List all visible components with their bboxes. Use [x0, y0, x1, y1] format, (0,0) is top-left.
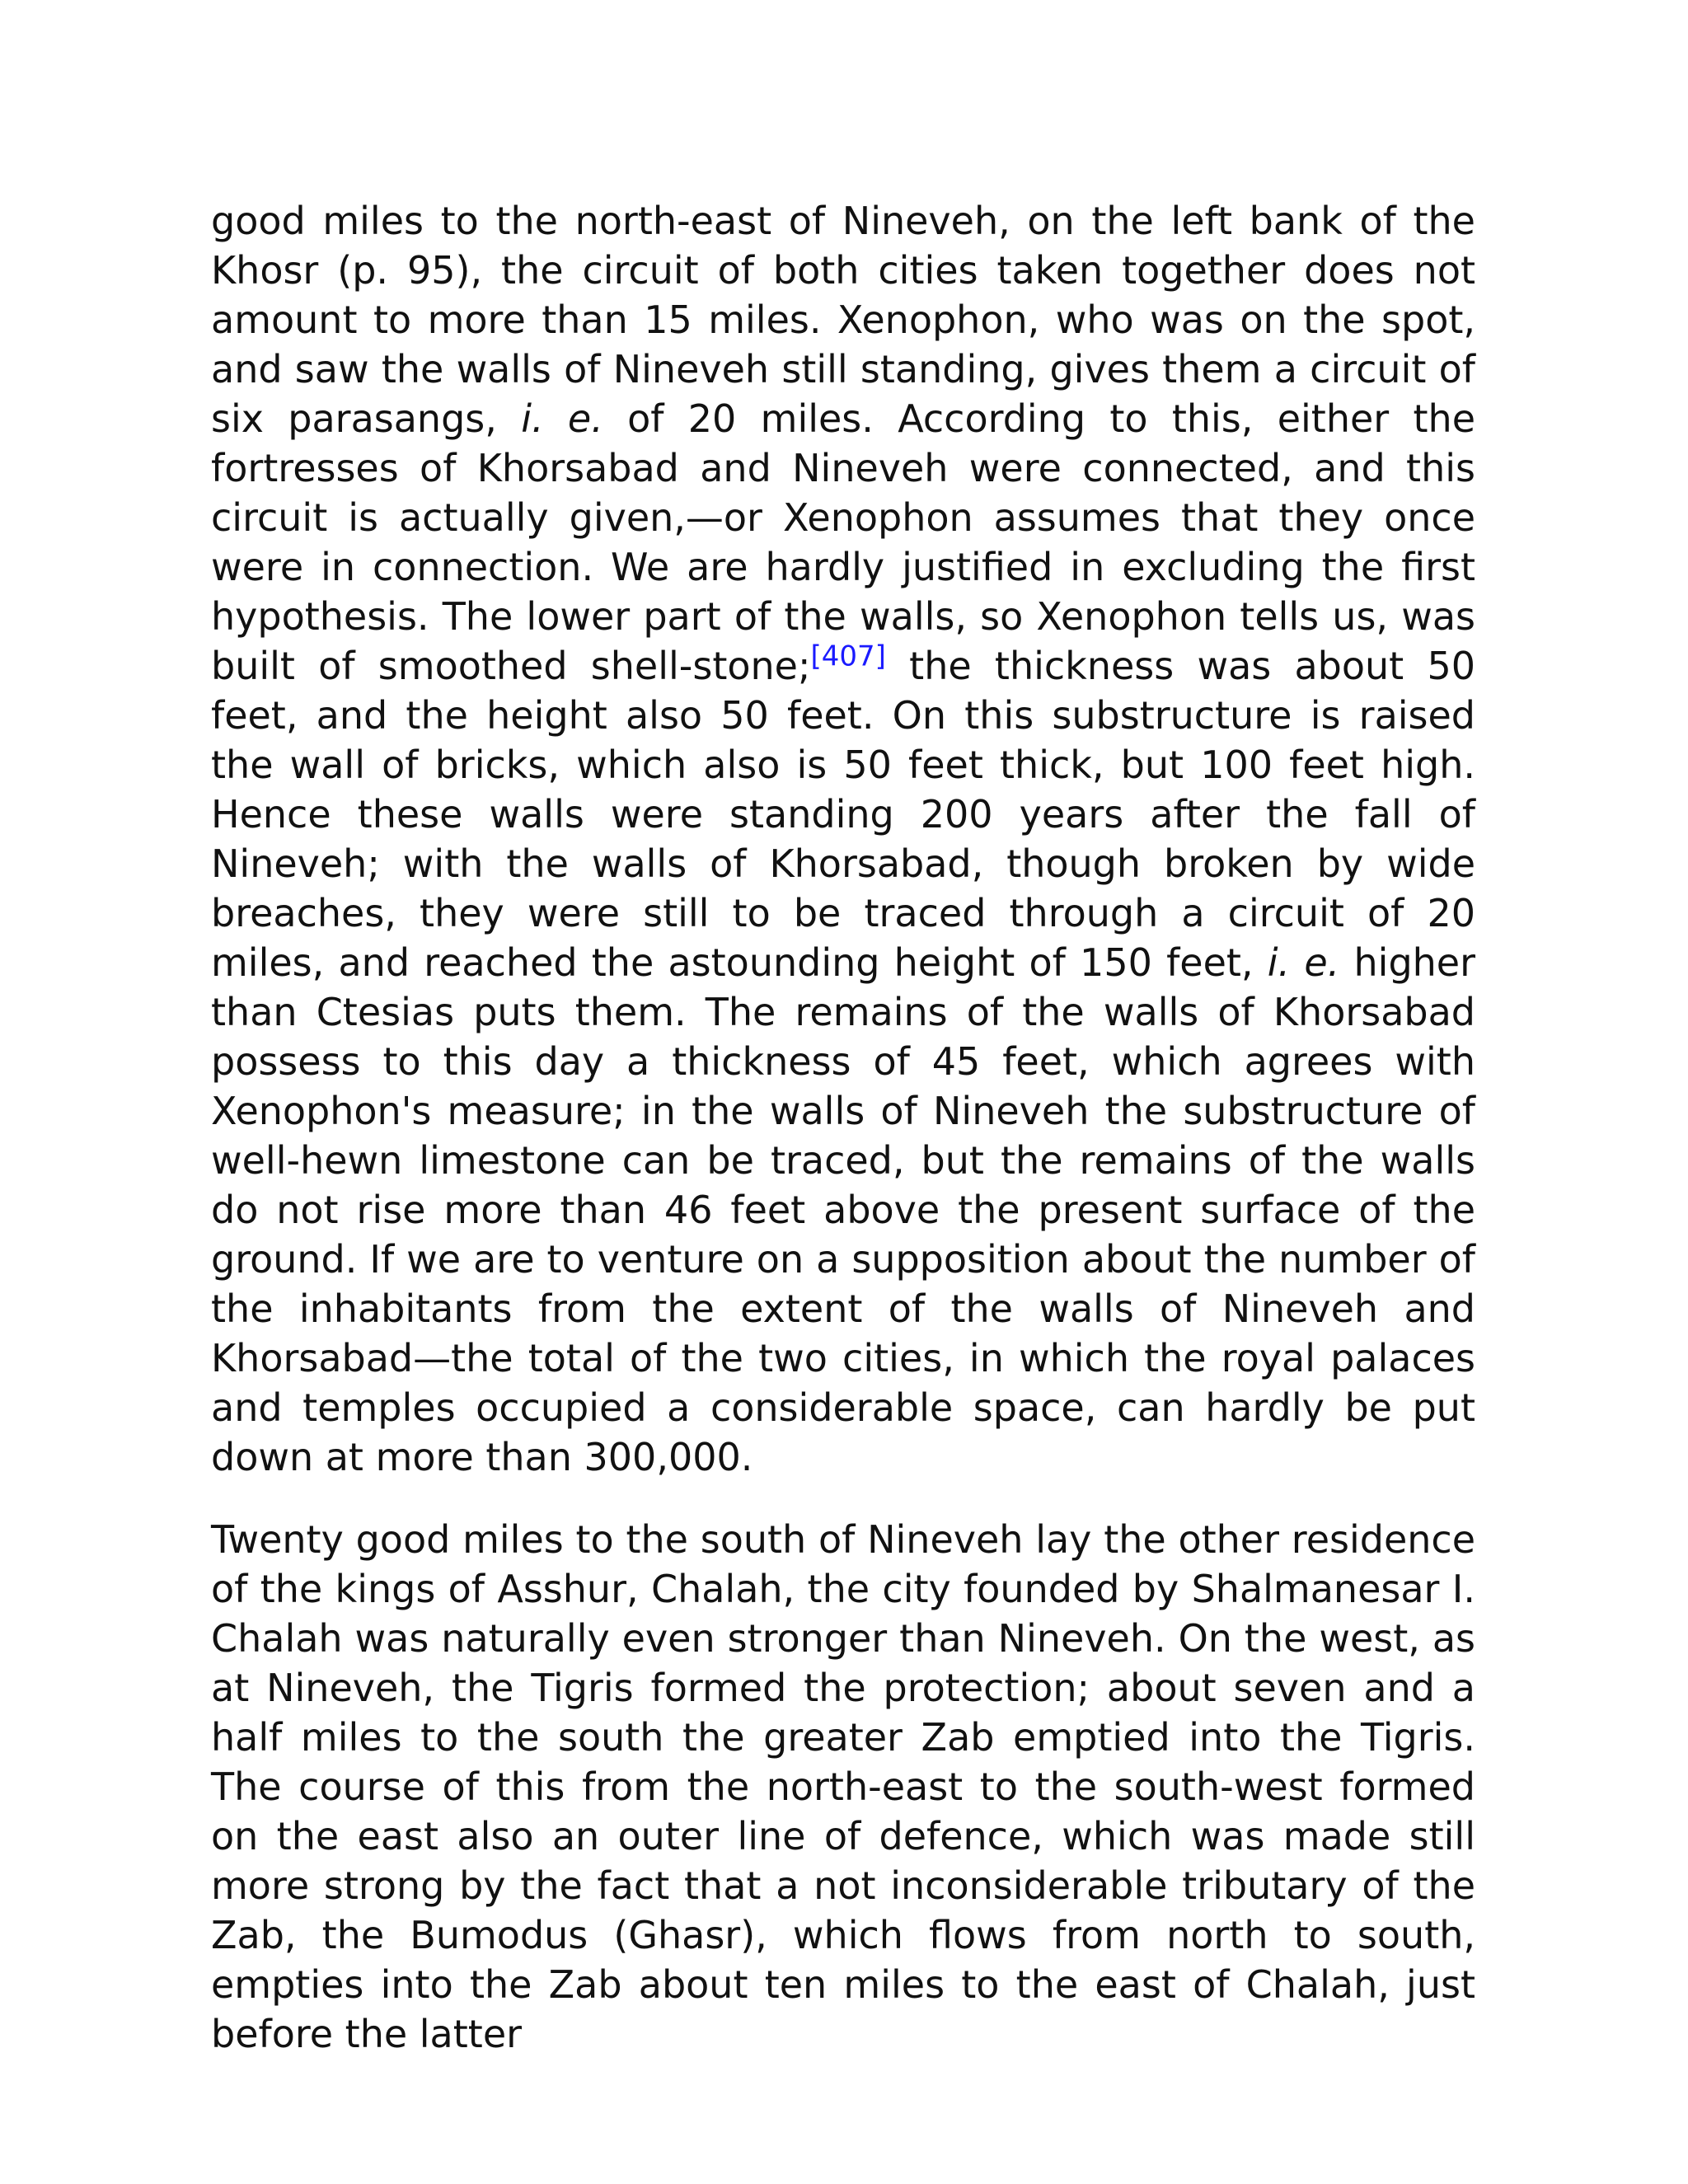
paragraph-1-text-2: of 20 miles. According to this, either the fortresses of Khorsabad and Nineveh were connected, and this circuit is actually given,—or Xenophon assumes that they once were in connection. We are hardly justified in excluding the first hypothesis. The lower part of the walls, so Xenophon tells us, was built of smoothed shell-stone; [211, 396, 1475, 688]
footnote-link-407[interactable]: [407] [810, 640, 886, 673]
italic-ie-1: i. e. [521, 396, 603, 441]
paragraph-2-text: Twenty good miles to the south of Nineveh lay the other residence of the kings of Asshur, Chalah, the city founded by Shalmanesar I. Chalah was naturally even stronger than Nineveh. On the west, as at Nineveh, the Tigris formed the protection; about seven and a half miles to the south the greater Zab emptied into the Tigris. The course of this from the north-east to the south-west formed on the east also an outer line of defence, which was made still more strong by the fact that a not inconsiderable tributary of the Zab, the Bumodus (Ghasr), which flows from north to south, empties into the Zab about ten miles to the east of Chalah, just before the latter [211, 1517, 1475, 2056]
paragraph-1-text-1: good miles to the north-east of Nineveh, on the left bank of the Khosr (p. 95), the circuit of both cities taken together does not amount to more than 15 miles. Xenophon, who was on the spot, and saw the walls of Nineveh still standing, gives them a circuit of six parasangs, [211, 199, 1475, 441]
body-text [211, 196, 1475, 2059]
paragraph-2 [211, 1515, 1475, 2059]
paragraph-1-text-3: the thickness was about 50 feet, and the height also 50 feet. On this substructure is raised the wall of bricks, which also is 50 feet thick, but 100 feet high. Hence these walls were standing 200 years after the fall of Nineveh; with the walls of Khorsabad, though broken by wide breaches, they were still to be traced through a circuit of 20 miles, and reached the astounding height of 150 feet, [211, 644, 1475, 985]
paragraph-1 [211, 196, 1475, 1482]
italic-ie-2: i. e. [1267, 940, 1340, 985]
paragraph-1-text-4: higher than Ctesias puts them. The remains of the walls of Khorsabad possess to this day a thickness of 45 feet, which agrees with Xenophon's measure; in the walls of Nineveh the substructure of well-hewn limestone can be traced, but the remains of the walls do not rise more than 46 feet above the present surface of the ground. If we are to venture on a supposition about the number of the inhabitants from the extent of the walls of Nineveh and Khorsabad—the total of the two cities, in which the royal palaces and temples occupied a considerable space, can hardly be put down at more than 300,000. [211, 940, 1476, 1479]
